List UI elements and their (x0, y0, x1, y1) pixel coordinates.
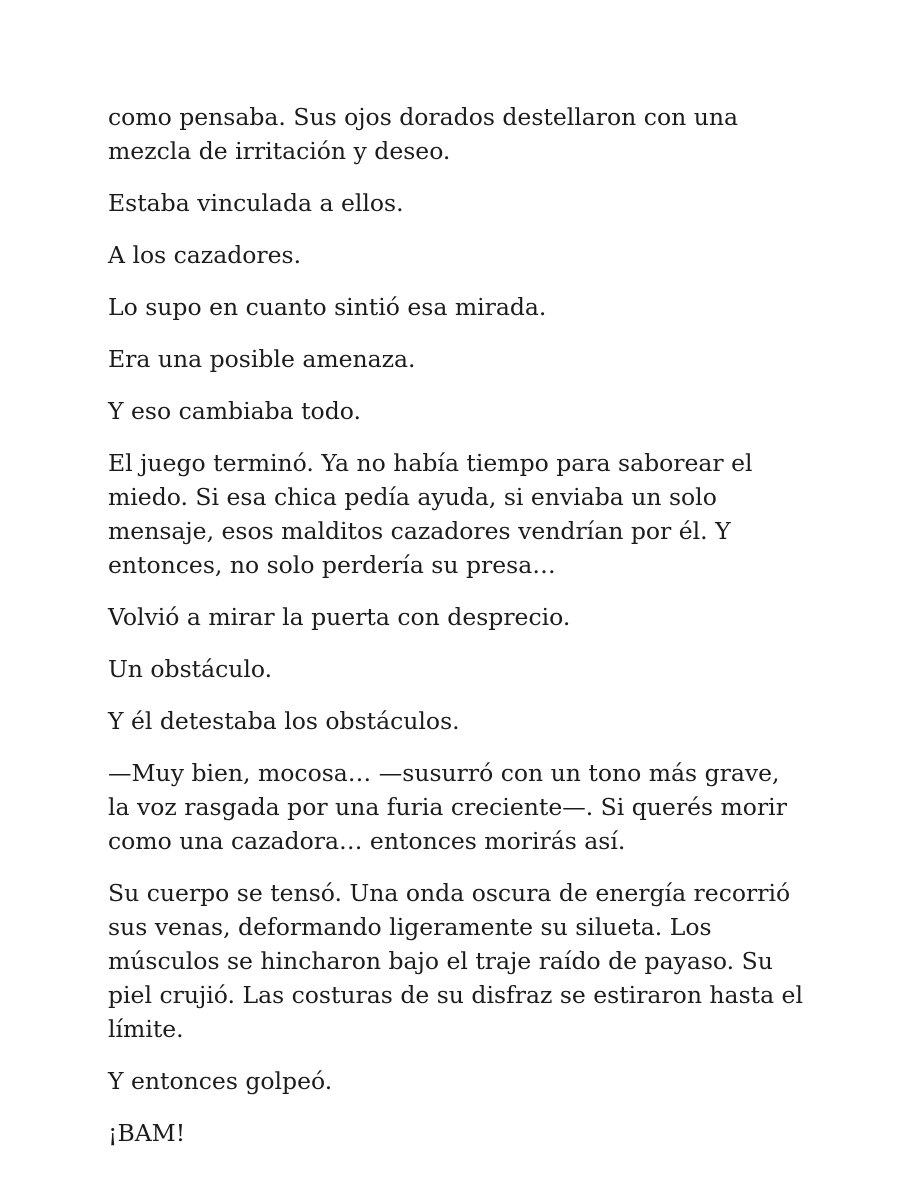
paragraph: A los cazadores. (108, 241, 302, 269)
paragraph: ¡BAM! (108, 1119, 186, 1147)
paragraph: como pensaba. Sus ojos dorados destellaron con una mezcla de irritación y deseo. (108, 103, 738, 165)
paragraph: Y entonces golpeó. (108, 1067, 333, 1095)
paragraph: Su cuerpo se tensó. Una onda oscura de energía recorrió sus venas, deformando ligeramente su silueta. Los músculos se hincharon bajo el traje raído de payaso. Su piel crujió. Las costuras de su disfraz se estiraron hasta el límite. (108, 879, 803, 1043)
paragraph: Volvió a mirar la puerta con desprecio. (108, 603, 571, 631)
paragraph: Lo supo en cuanto sintió esa mirada. (108, 293, 547, 321)
paragraph: El juego terminó. Ya no había tiempo para saborear el miedo. Si esa chica pedía ayuda, si enviaba un solo mensaje, esos malditos cazadores vendrían por él. Y entonces, no solo perdería su presa… (108, 449, 753, 579)
paragraph: Y eso cambiaba todo. (108, 397, 361, 425)
paragraph: Y él detestaba los obstáculos. (108, 707, 460, 735)
document-page (108, 100, 808, 1168)
paragraph: Estaba vinculada a ellos. (108, 189, 404, 217)
paragraph: Un obstáculo. (108, 655, 273, 683)
paragraph: —Muy bien, mocosa… —susurró con un tono más grave, la voz rasgada por una furia creciente—. Si querés morir como una cazadora… entonces morirás así. (108, 759, 787, 855)
paragraph: Era una posible amenaza. (108, 345, 416, 373)
